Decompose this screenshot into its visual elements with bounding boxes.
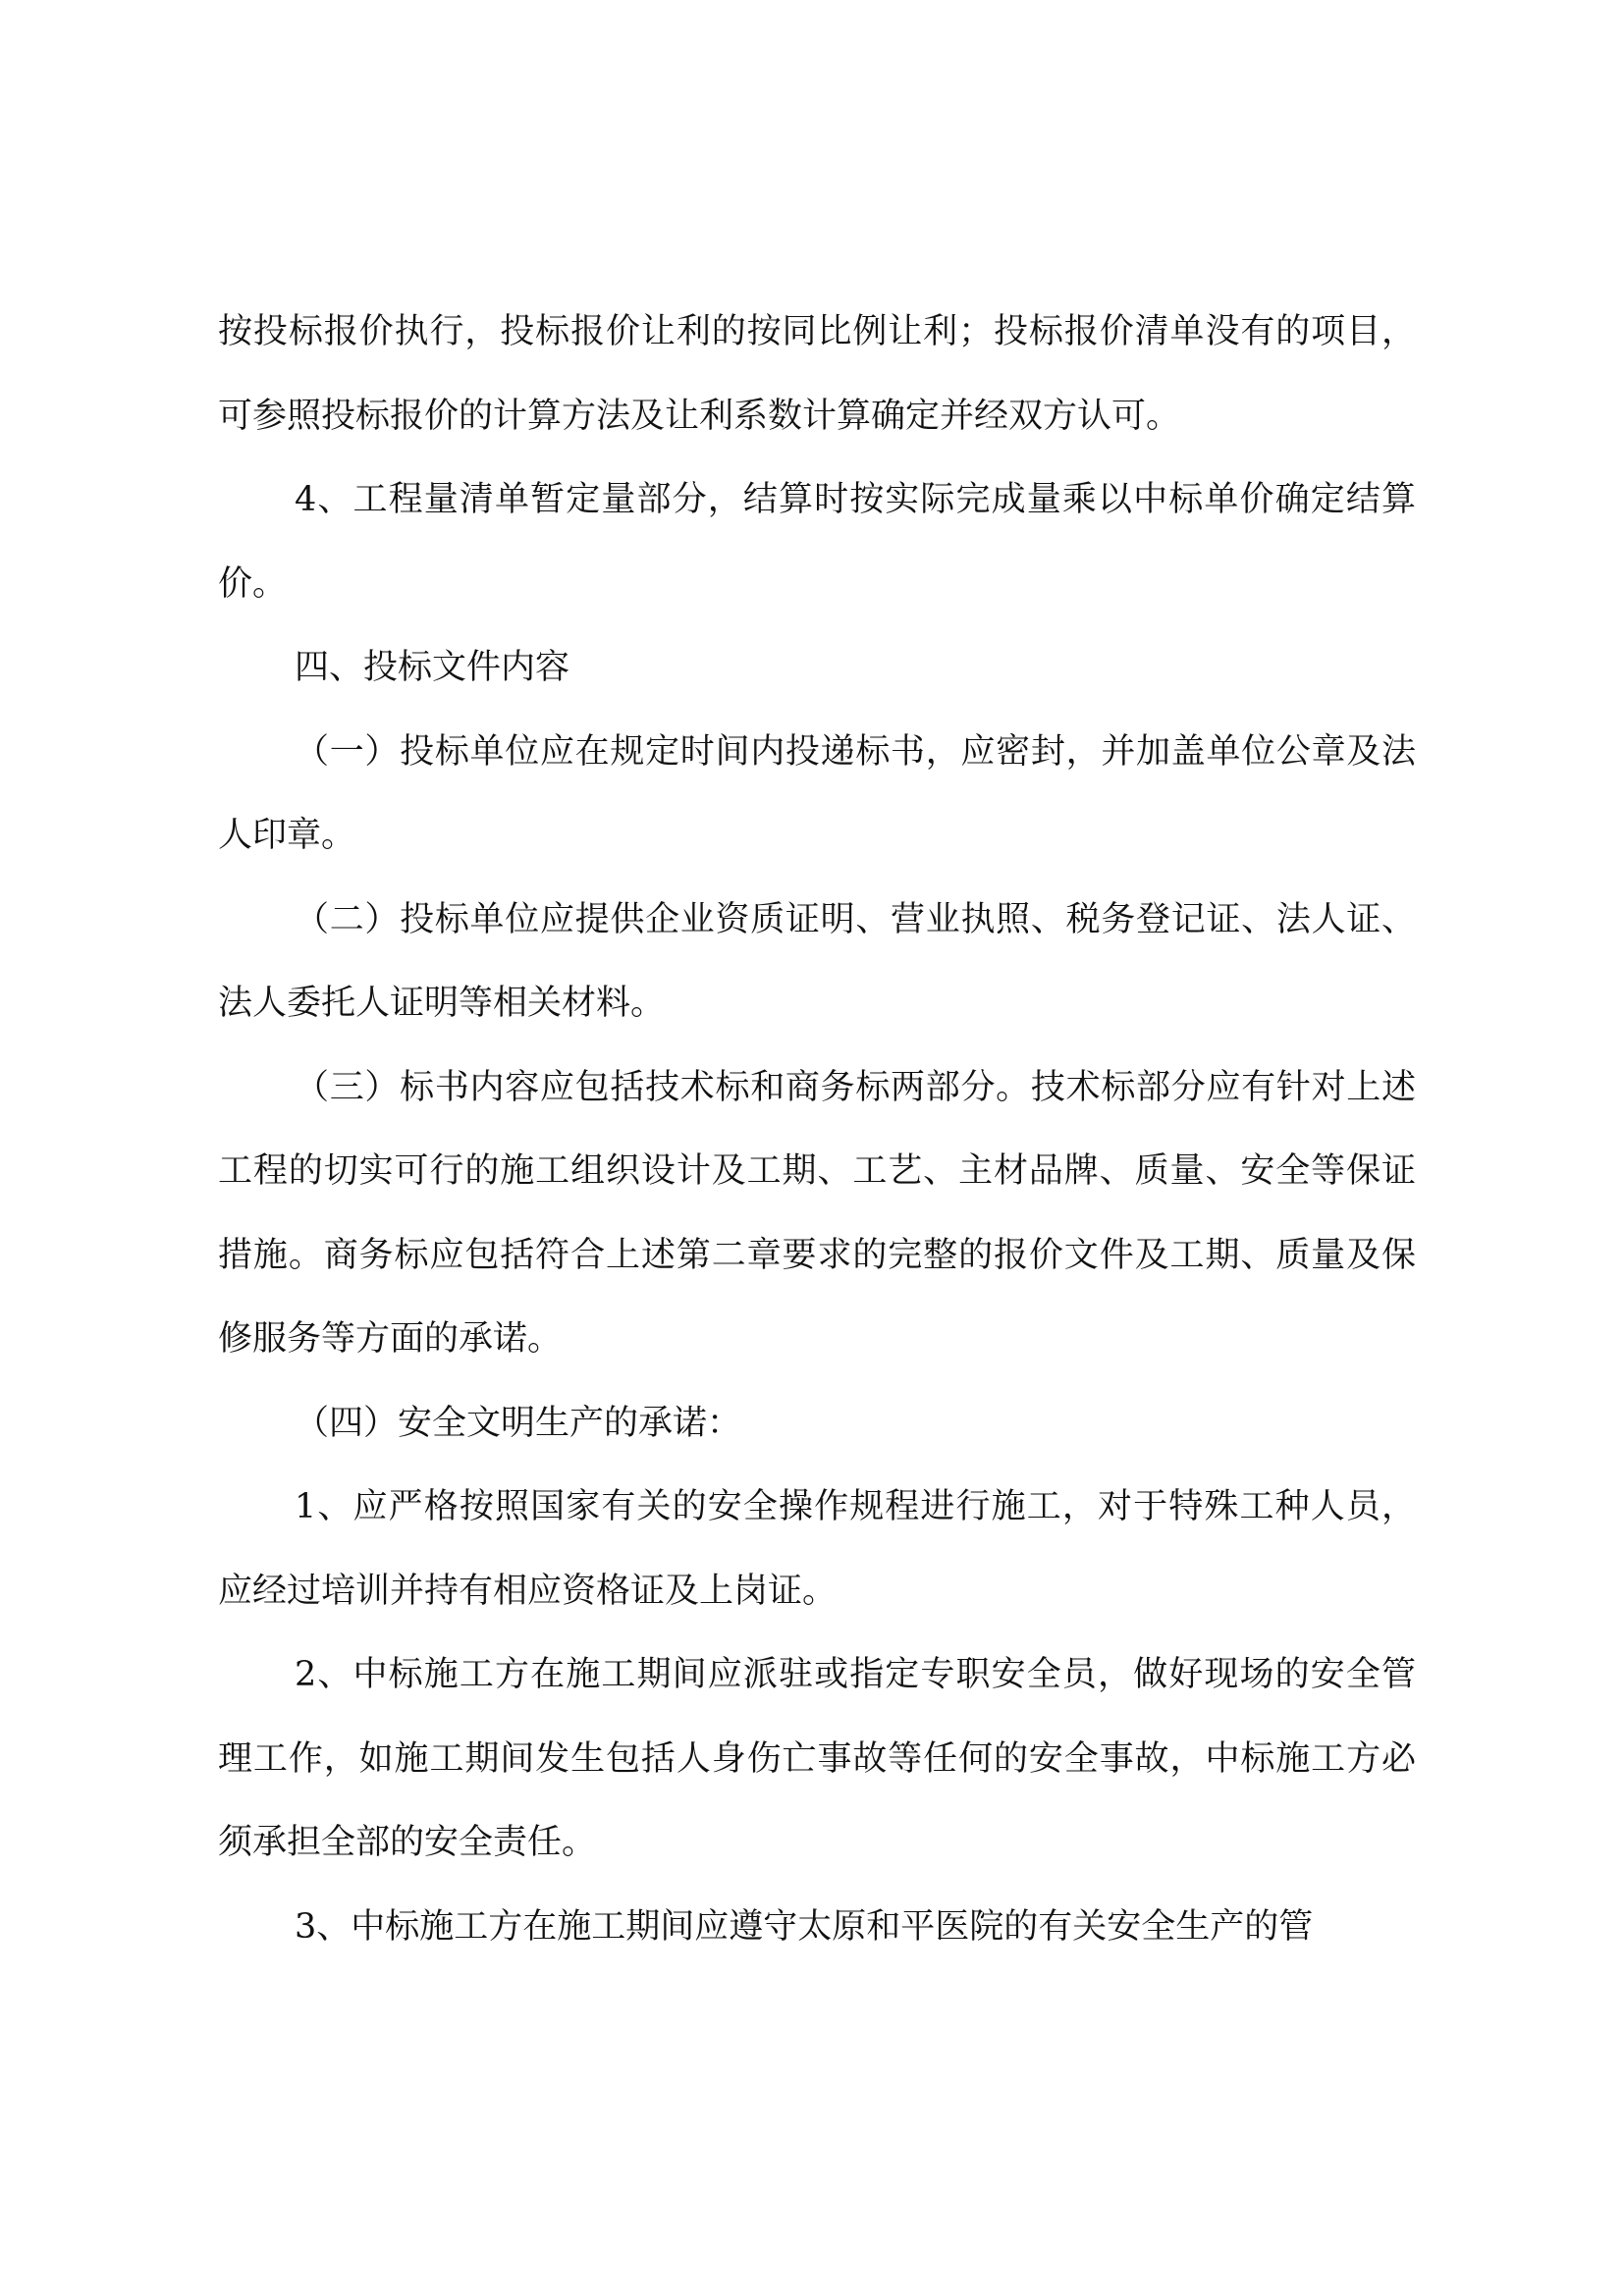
paragraph-item-3-hospital-rules: 3、中标施工方在施工期间应遵守太原和平医院的有关安全生产的管 — [295, 1906, 1314, 1947]
paragraph-bid-price-execution: 按投标报价执行，投标报价让利的按同比例让利；投标报价清单没有的项目，可参照投标报价的计算方法及让利系数计算确定并经双方认可。 — [218, 312, 1416, 436]
paragraph-sub-3-technical-commercial-bid: （三）标书内容应包括技术标和商务标两部分。技术标部分应有针对上述工程的切实可行的施工组织设计及工期、工艺、主材品牌、质量、安全等保证措施。商务标应包括符合上述第二章要求的完整的报价文件及工期、质量及保修服务等方面的承诺。 — [218, 1067, 1416, 1359]
paragraph-sub-4-safety-commitment: （四）安全文明生产的承诺： — [295, 1403, 742, 1443]
paragraph-item-2-safety-officer: 2、中标施工方在施工期间应派驻或指定专职安全员，做好现场的安全管理工作，如施工期间发生包括人身伤亡事故等任何的安全事故，中标施工方必须承担全部的安全责任。 — [218, 1655, 1416, 1862]
paragraph-item-4-provisional-quantity: 4、工程量清单暂定量部分，结算时按实际完成量乘以中标单价确定结算价。 — [218, 480, 1416, 604]
document-body — [218, 291, 1416, 1969]
paragraph-sub-2-qualification-materials: （二）投标单位应提供企业资质证明、营业执照、税务登记证、法人证、法人委托人证明等相关材料。 — [218, 899, 1416, 1023]
section-heading-bid-document-content: 四、投标文件内容 — [295, 648, 570, 687]
paragraph-item-1-safety-procedures: 1、应严格按照国家有关的安全操作规程进行施工，对于特殊工种人员，应经过培训并持有相应资格证及上岗证。 — [218, 1487, 1416, 1611]
paragraph-sub-1-sealed-bid: （一）投标单位应在规定时间内投递标书，应密封，并加盖单位公章及法人印章。 — [218, 731, 1416, 855]
